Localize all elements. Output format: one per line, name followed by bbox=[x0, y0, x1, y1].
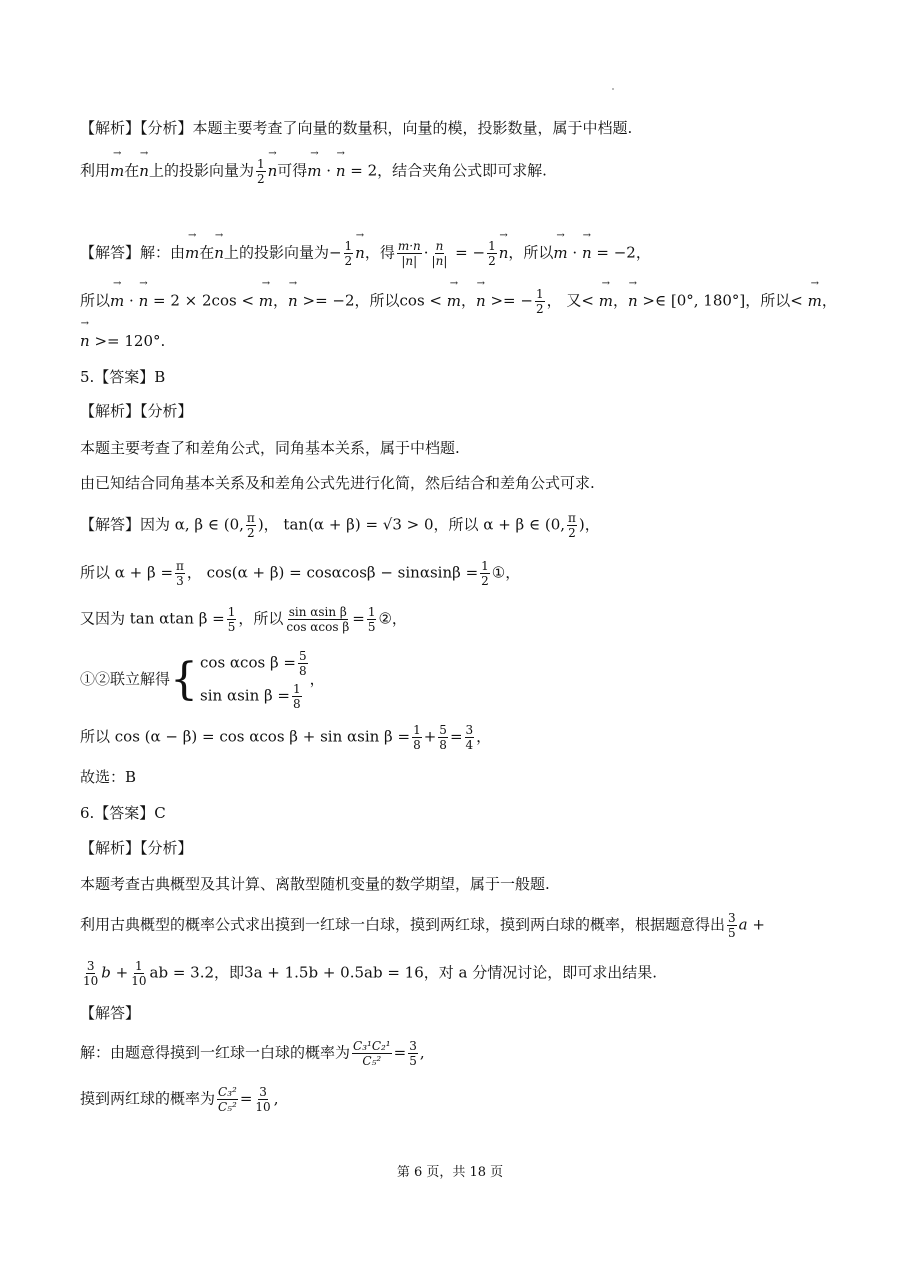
q5-solution-line1: 【解答】因为 α, β ∈ (0, $\frac{\pi}{2}$ )， tan(α + β) = √3 > 0，所以 α + β ∈ (0, $\frac{\pi}{2}$ )， bbox=[80, 511, 600, 540]
q6-solve-heading: 【解答】 bbox=[80, 1004, 141, 1022]
equation-system: { cos αcos β = $\frac{5}{8}$ sin αsin β = $\frac{1}{8}$ bbox=[170, 649, 307, 711]
q4-solution-line2: 所以→ m · → n = 2 × 2cos < → m，→ n >= −2，所以cos < → m，→ n >= − $\frac{1}{2}$ ， 又< → m，→ n >∈ [0°, 180°]，所以< → m， bbox=[80, 288, 820, 315]
page-number-footer: 第 6 页，共 18 页 bbox=[396, 1165, 504, 1180]
q6-analysis1: 本题考查古典概型及其计算、离散型随机变量的数学期望，属于一般题. bbox=[80, 875, 550, 893]
q5-choice: 故选：B bbox=[80, 768, 137, 786]
q6-solution-line2: 摸到两红球的概率为 $\frac{\text{C₃²}}{\text{C₅²}}$ = $\frac{3}{10}$ , bbox=[80, 1085, 279, 1114]
q4-hint: 利用→ m在→ n上的投影向量为 $\frac{1}{2}$ → n可得→ m · → n = 2，结合夹角公式即可求解. bbox=[80, 158, 820, 185]
q4-analysis: 【解析】【分析】本题主要考查了向量的数量积，向量的模，投影数量，属于中档题. bbox=[80, 119, 633, 137]
q5-analysis2: 由已知结合同角基本关系及和差角公式先进行化简，然后结合和差角公式可求. bbox=[80, 474, 595, 492]
q6-answer: 6.【答案】C bbox=[80, 804, 166, 822]
q5-solution-line5: 所以 cos (α − β) = cos αcos β + sin αsin β = $\frac{1}{8}$ + $\frac{5}{8}$ = $\frac{3}{4}$ ， bbox=[80, 723, 492, 752]
q5-solution-line2: 所以 α + β = $\frac{\pi}{3}$ ， cos(α + β) = cosαcosβ − sinαsinβ = $\frac{1}{2}$ ①， bbox=[80, 559, 521, 588]
q5-solution-line3: 又因为 tan αtan β = $\frac{1}{5}$ ，所以 $\frac{\text{sin αsin β}}{\text{cos αcos β}}$ = $\frac{1}{5}$ ②， bbox=[80, 605, 407, 634]
scan-speck bbox=[612, 88, 614, 90]
q6-hint-line2: $\frac{3}{10}$ b + $\frac{1}{10}$ ab = 3.2，即3a + 1.5b + 0.5ab = 16，对 a 分情况讨论，即可求出结果. bbox=[83, 959, 658, 988]
q5-solution-system: ①②联立解得 { cos αcos β = $\frac{5}{8}$ sin αsin β = $\frac{1}{8}$ ， bbox=[80, 649, 325, 711]
q5-answer: 5.【答案】B bbox=[80, 368, 166, 386]
q6-hint-line1: 利用古典概型的概率公式求出摸到一红球一白球，摸到两红球，摸到两白球的概率，根据题意得出 $\frac{3}{5}$ a + bbox=[80, 911, 765, 940]
fraction-half: $\frac{1}{2}$ bbox=[256, 157, 265, 186]
q5-analysis-heading: 【解析】【分析】 bbox=[80, 402, 193, 420]
q4-solution-line1: 【解答】解：由→ m在→ n上的投影向量为− $\frac{1}{2}$ → n，得 $\frac{m\cdot n}{|n|}$ · $\frac{n}{|n|}$ = − $\frac{1}{2}$ → n，所以→ m · → n = −2， bbox=[80, 240, 820, 267]
q4-solution-line3: → n >= 120°. bbox=[80, 330, 820, 352]
q6-analysis-heading: 【解析】【分析】 bbox=[80, 839, 193, 857]
q5-analysis1: 本题主要考查了和差角公式，同角基本关系，属于中档题. bbox=[80, 439, 460, 457]
brace-icon: { bbox=[170, 654, 199, 705]
q6-solution-line1: 解：由题意得摸到一红球一白球的概率为 $\frac{\text{C₃¹C₂¹}}{\text{C₅²}}$ = $\frac{3}{5}$ , bbox=[80, 1039, 425, 1068]
